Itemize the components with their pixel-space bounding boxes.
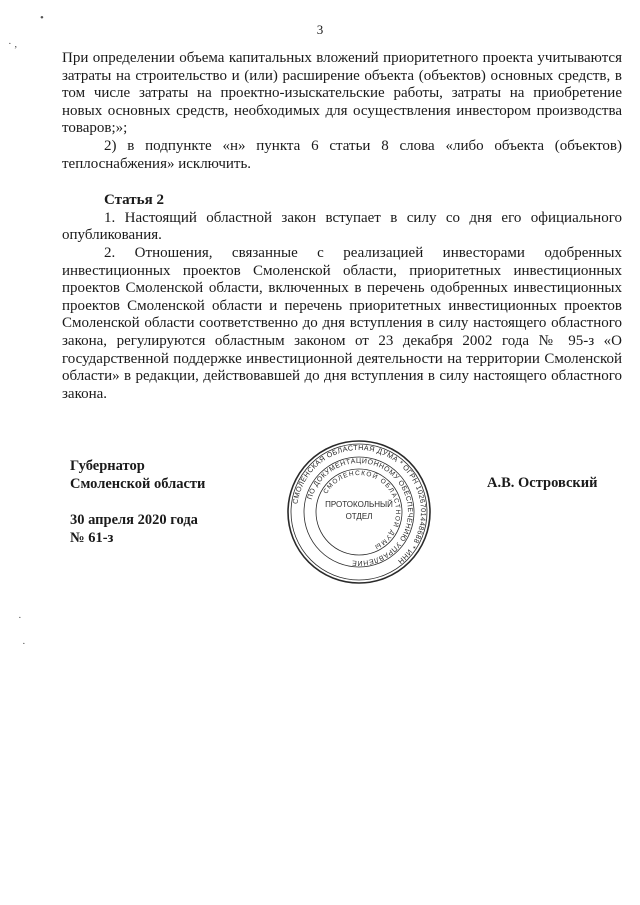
signature-block	[70, 457, 205, 547]
signer-title-line2: Смоленской области	[70, 476, 206, 492]
article-item-1: 1. Настоящий областной закон вступает в силу со дня его официального опубликования.	[62, 209, 622, 244]
article-item-2: 2. Отношения, связанные с реализацией инвесторами одобренных инвестиционных проектов Смоленской области, приоритетных инвестиционных проектов Смоленской области, включенных в перечень одобренных инвестиционных проектов Смоленской области и перечень приоритетных инвестиционных проектов Смоленской области соответственно до дня вступления в силу настоящего областного закона, регулируются областным законом от 23 декабря 2002 года № 95-з «О государственной поддержке инвестиционной деятельности на территории Смоленской области» в редакции, действовавшей до дня вступления в силу настоящего областного закона.	[62, 244, 622, 402]
law-date: 30 апреля 2020 года	[70, 512, 198, 528]
seal-middle-text: ПО ДОКУМЕНТАЦИОННОМУ ОБЕСПЕЧЕНИЮ УПРАВЛЕНИЕ	[306, 457, 414, 567]
seal-center-line1: ПРОТОКОЛЬНЫЙ	[325, 500, 393, 509]
scan-artifact-mark: •	[40, 12, 44, 24]
scan-artifact-mark: ·	[18, 612, 22, 624]
official-seal	[286, 439, 432, 585]
law-number: № 61-з	[70, 530, 114, 546]
paragraph-capital-investment: При определении объема капитальных вложений приоритетного проекта учитываются затраты на строительство и (или) расширение объекта (объектов) основных средств, в том числе затраты на проектно-изыскательские работы, затраты на приобретение новых основных средств, необходимых для осуществления инвестором производства товаров;»;	[62, 50, 622, 137]
document-body	[62, 50, 622, 403]
scan-artifact-mark: ·	[22, 638, 26, 650]
paragraph-subclause-n: 2) в подпункте «н» пункта 6 статьи 8 слова «либо объекта (объектов) теплоснабжения» исключить.	[62, 137, 622, 172]
seal-inner-text: СМОЛЕНСКОЙ ОБЛАСТНОЙ ДУМЫ	[322, 469, 402, 551]
page-number: 3	[316, 22, 324, 37]
signer-name: А.В. Островский	[487, 475, 598, 491]
article-heading: Статья 2	[104, 192, 164, 209]
scan-artifact-mark: · ,	[8, 38, 18, 50]
seal-outer-text: СМОЛЕНСКАЯ ОБЛАСТНАЯ ДУМА * ОГРН 1026701448688 * ИНН	[290, 442, 429, 567]
seal-center-line2: ОТДЕЛ	[345, 512, 373, 521]
signer-title-line1: Губернатор	[70, 458, 145, 474]
